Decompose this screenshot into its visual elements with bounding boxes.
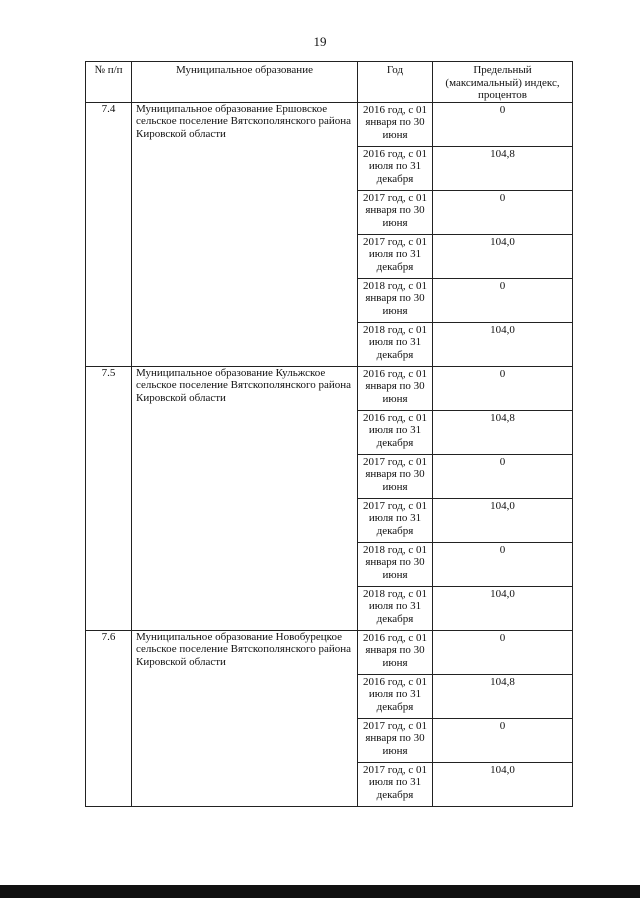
period-cell: 2017 год, с 01 января по 30 июня bbox=[358, 190, 433, 234]
municipality-name: Муниципальное образование Новобурецкое сельское поселение Вятскополянского района Кировской области bbox=[132, 630, 358, 806]
index-value-cell: 0 bbox=[433, 718, 573, 762]
index-value-cell: 104,8 bbox=[433, 410, 573, 454]
period-cell: 2016 год, с 01 января по 30 июня bbox=[358, 366, 433, 410]
period-cell: 2018 год, с 01 июля по 31 декабря bbox=[358, 586, 433, 630]
row-number: 7.5 bbox=[86, 366, 132, 630]
period-cell: 2016 год, с 01 июля по 31 декабря bbox=[358, 674, 433, 718]
period-cell: 2018 год, с 01 июля по 31 декабря bbox=[358, 322, 433, 366]
table-row bbox=[86, 366, 573, 410]
period-cell: 2017 год, с 01 июля по 31 декабря bbox=[358, 762, 433, 806]
table-body bbox=[86, 102, 573, 806]
index-value-cell: 104,0 bbox=[433, 762, 573, 806]
page-number: 19 bbox=[313, 34, 327, 49]
header-year: Год bbox=[358, 62, 433, 103]
scan-edge-bar bbox=[0, 885, 640, 898]
period-cell: 2017 год, с 01 января по 30 июня bbox=[358, 718, 433, 762]
period-cell: 2016 год, с 01 января по 30 июня bbox=[358, 630, 433, 674]
index-value-cell: 0 bbox=[433, 278, 573, 322]
row-number: 7.6 bbox=[86, 630, 132, 806]
index-value-cell: 0 bbox=[433, 542, 573, 586]
period-cell: 2016 год, с 01 июля по 31 декабря bbox=[358, 410, 433, 454]
period-cell: 2017 год, с 01 июля по 31 декабря bbox=[358, 234, 433, 278]
table-row bbox=[86, 102, 573, 146]
index-value-cell: 104,0 bbox=[433, 586, 573, 630]
index-value-cell: 0 bbox=[433, 454, 573, 498]
index-value-cell: 104,8 bbox=[433, 674, 573, 718]
index-value-cell: 104,8 bbox=[433, 146, 573, 190]
tariff-index-table bbox=[85, 61, 573, 807]
index-value-cell: 0 bbox=[433, 102, 573, 146]
header-municipality: Муниципальное образование bbox=[132, 62, 358, 103]
row-number: 7.4 bbox=[86, 102, 132, 366]
municipality-name: Муниципальное образование Кульжское сельское поселение Вятскополянского района Кировской области bbox=[132, 366, 358, 630]
index-value-cell: 0 bbox=[433, 366, 573, 410]
index-value-cell: 0 bbox=[433, 190, 573, 234]
index-value-cell: 0 bbox=[433, 630, 573, 674]
index-value-cell: 104,0 bbox=[433, 234, 573, 278]
index-value-cell: 104,0 bbox=[433, 322, 573, 366]
period-cell: 2016 год, с 01 января по 30 июня bbox=[358, 102, 433, 146]
table-row bbox=[86, 630, 573, 674]
period-cell: 2017 год, с 01 января по 30 июня bbox=[358, 454, 433, 498]
index-value-cell: 104,0 bbox=[433, 498, 573, 542]
period-cell: 2017 год, с 01 июля по 31 декабря bbox=[358, 498, 433, 542]
period-cell: 2018 год, с 01 января по 30 июня bbox=[358, 542, 433, 586]
municipality-name: Муниципальное образование Ершовское сельское поселение Вятскополянского района Кировской области bbox=[132, 102, 358, 366]
period-cell: 2016 год, с 01 июля по 31 декабря bbox=[358, 146, 433, 190]
period-cell: 2018 год, с 01 января по 30 июня bbox=[358, 278, 433, 322]
header-index: Предельный (максимальный) индекс, процентов bbox=[433, 62, 573, 103]
table-header-row bbox=[86, 62, 573, 103]
header-num: № п/п bbox=[86, 62, 132, 103]
